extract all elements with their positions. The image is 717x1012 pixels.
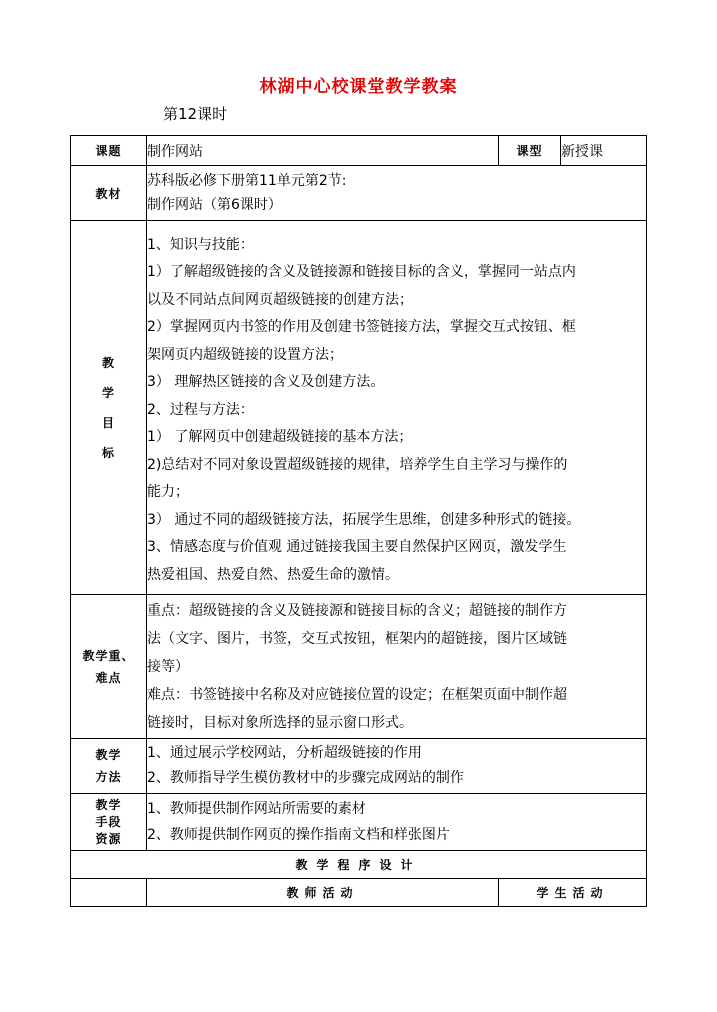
methods-line: 1、通过展示学校网站，分析超级链接的作用 [147, 745, 422, 761]
goals-label: 教 学 目 标 [71, 221, 147, 595]
lesson-period: 第12课时 [163, 105, 228, 123]
teacher-activity-header: 教师活动 [147, 879, 499, 907]
goals-line: 能力； [147, 484, 189, 501]
goals-line: 2、过程与方法： [147, 401, 254, 418]
student-activity-header: 学生活动 [499, 879, 647, 907]
keypoints-line: 重点：超级链接的含义及链接源和链接目标的含义；超链接的制作方 [147, 602, 567, 619]
row-keypoints [71, 595, 647, 739]
goals-line: 2）掌握网页内书签的作用及创建书签链接方法，掌握交互式按钮、框 [147, 319, 576, 336]
goals-content [147, 221, 647, 595]
row-topic [71, 136, 647, 166]
keypoints-line: 接等） [147, 658, 189, 675]
goals-line: 1） 了解网页中创建超级链接的基本方法； [147, 429, 413, 446]
goals-line: 1、知识与技能： [147, 236, 254, 253]
textbook-label: 教材 [71, 166, 147, 221]
type-label: 课型 [499, 136, 561, 166]
goals-line: 3、情感态度与价值观 通过链接我国主要自然保护区网页，激发学生 [147, 539, 567, 556]
goals-line: 热爱祖国、热爱自然、热爱生命的激情。 [147, 566, 399, 583]
row-resources [71, 794, 647, 851]
type-value: 新授课 [561, 136, 647, 166]
resources-label: 教学 手段 资源 [71, 794, 147, 851]
resources-line: 2、教师提供制作网页的操作指南文档和样张图片 [147, 827, 450, 843]
page-title: 林湖中心校课堂教学教案 [259, 77, 458, 97]
keypoints-line: 链接时，目标对象所选择的显示窗口形式。 [147, 714, 413, 731]
row-procedure-header [71, 851, 647, 879]
resources-content [147, 794, 647, 851]
textbook-content [147, 166, 647, 221]
topic-value: 制作网站 [147, 136, 499, 166]
textbook-line: 制作网站（第6课时） [147, 197, 282, 213]
goals-line: 架网页内超级链接的设置方法； [147, 346, 343, 363]
row-goals [71, 221, 647, 595]
row-textbook [71, 166, 647, 221]
goals-line: 以及不同站点间网页超级链接的创建方法； [147, 291, 413, 308]
row-methods [71, 739, 647, 794]
keypoints-content [147, 595, 647, 739]
lesson-plan-table [70, 135, 647, 907]
keypoints-label: 教学重、 难点 [71, 595, 147, 739]
methods-content [147, 739, 647, 794]
textbook-line: 苏科版必修下册第11单元第2节: [147, 173, 347, 189]
keypoints-line: 法（文字、图片，书签，交互式按钮，框架内的超链接，图片区域链 [147, 630, 567, 647]
methods-label: 教学 方法 [71, 739, 147, 794]
activities-blank-cell [71, 879, 147, 907]
resources-line: 1、教师提供制作网站所需要的素材 [147, 801, 366, 817]
row-activities [71, 879, 647, 907]
goals-line: 3） 通过不同的超级链接方法，拓展学生思维，创建多种形式的链接。 [147, 511, 581, 528]
goals-line: 3） 理解热区链接的含义及创建方法。 [147, 374, 385, 391]
topic-label: 课题 [71, 136, 147, 166]
keypoints-line: 难点：书签链接中名称及对应链接位置的设定；在框架页面中制作超 [147, 686, 567, 703]
methods-line: 2、教师指导学生模仿教材中的步骤完成网站的制作 [147, 770, 464, 786]
procedure-header: 教学程序设计 [71, 851, 647, 879]
goals-line: 2)总结对不同对象设置超级链接的规律，培养学生自主学习与操作的 [147, 456, 568, 473]
goals-line: 1）了解超级链接的含义及链接源和链接目标的含义，掌握同一站点内 [147, 264, 576, 281]
